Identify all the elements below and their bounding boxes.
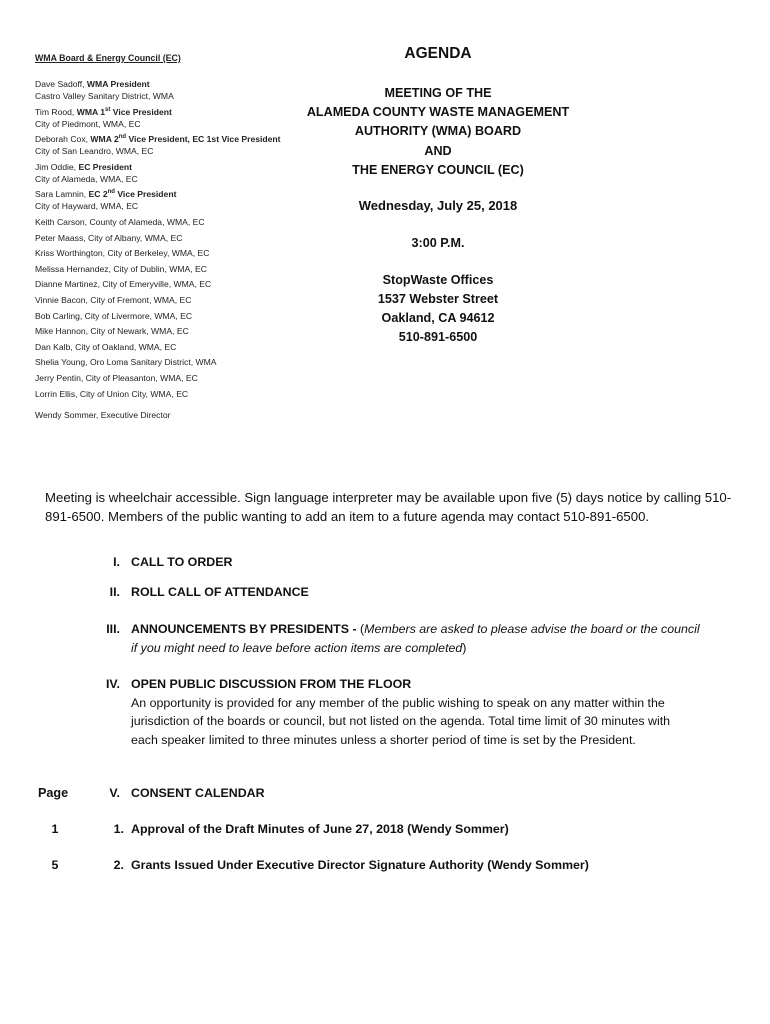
roster-member: Vinnie Bacon, City of Fremont, WMA, EC [35,294,192,305]
member-name: Sara Lamnin, [35,189,89,200]
meeting-title-line: AUTHORITY (WMA) BOARD [354,124,522,139]
role-text: Vice President, EC 1st Vice President [126,134,281,145]
roster-member: Jerry Pentin, City of Pleasanton, WMA, EC [35,372,198,383]
roster-member: Melissa Hernandez, City of Dublin, WMA, EC [35,263,207,274]
meeting-title-line: THE ENERGY COUNCIL (EC) [352,162,524,177]
item-numeral: III. [106,622,120,636]
item-title: CALL TO ORDER [131,555,233,569]
item-title: ROLL CALL OF ATTENDANCE [131,585,309,599]
member-affiliation: City of San Leandro, WMA, EC [35,146,154,157]
meeting-time: 3:00 P.M. [411,236,465,251]
roster-member: Mike Hannon, City of Newark, WMA, EC [35,326,189,337]
item-note: Members are asked to please advise the board or the council if you might need to leave before action items are completed [131,622,700,655]
role-ordinal: nd [118,134,127,141]
item-paren-close: ) [462,640,467,655]
item-numeral: II. [109,585,120,599]
member-role [90,134,280,144]
consent-item-number: 2. [113,858,124,872]
meeting-title-line: MEETING OF THE [384,86,492,100]
accessibility-notice: Meeting is wheelchair accessible. Sign language interpreter may be available upon five (5) days notice by calling 510-891-6500. Members of the public wanting to add an item to a future agenda may contact 510-891-6500. [45,490,732,524]
role-text: WMA 1 [76,106,106,117]
member-affiliation: City of Alameda, WMA, EC [35,173,138,184]
page-column-label: Page [38,786,69,800]
roster-member [35,161,305,185]
roster-member: Peter Maass, City of Albany, WMA, EC [35,232,183,243]
item-numeral: I. [113,555,120,569]
page-title: AGENDA [404,45,472,62]
consent-item-number: 1. [113,822,124,836]
meeting-date: Wednesday, July 25, 2018 [358,198,518,214]
roster-member: Kriss Worthington, City of Berkeley, WMA, EC [35,248,210,259]
executive-director: Wendy Sommer, Executive Director [35,409,171,420]
venue-name: StopWaste Offices [382,273,494,288]
agenda-item [80,675,700,749]
meeting-title-line: ALAMEDA COUNTY WASTE MANAGEMENT [306,105,570,120]
board-roster [35,52,305,421]
consent-item-text: Approval of the Draft Minutes of June 27, 2018 (Wendy Sommer) [131,822,509,836]
roster-member [35,106,305,130]
member-role: EC President [78,161,132,172]
item-title: ANNOUNCEMENTS BY PRESIDENTS - [131,622,361,636]
consent-item-text: Grants Issued Under Executive Director Signature Authority (Wendy Sommer) [131,858,589,872]
member-affiliation: City of Hayward, WMA, EC [35,201,139,212]
member-affiliation: City of Piedmont, WMA, EC [35,118,141,129]
roster-member: Lorrin Ellis, City of Union City, WMA, EC [35,388,189,399]
item-title: CONSENT CALENDAR [131,786,265,800]
member-role: WMA President [86,79,150,89]
role-text: Vice President [114,189,177,200]
role-ordinal: st [105,106,111,113]
member-name: Tim Rood, [35,106,77,117]
item-title: OPEN PUBLIC DISCUSSION FROM THE FLOOR [131,677,412,691]
item-numeral: V. [109,786,120,800]
member-role [89,189,177,199]
venue-phone: 510-891-6500 [398,330,478,345]
agenda-item [80,784,700,803]
member-role [77,107,172,117]
roster-member: Dianne Martinez, City of Emeryville, WMA, EC [35,279,212,290]
member-name: Jim Oddie, [35,161,79,172]
roster-heading: WMA Board & Energy Council (EC) [35,53,181,63]
roster-member [35,188,305,212]
consent-item-page: 1 [51,822,59,836]
item-numeral: IV. [105,677,120,691]
roster-member: Shelia Young, Oro Loma Sanitary District, WMA [35,357,217,368]
roster-member: Bob Carling, City of Livermore, WMA, EC [35,310,193,321]
member-name: Deborah Cox, [35,134,91,145]
meeting-title [288,84,588,180]
consent-item-page: 5 [51,858,59,872]
item-description: An opportunity is provided for any member of the public wishing to speak on any matter within the jurisdiction of the boards or council, but not listed on the agenda. Total time limit of 30 minutes with each speaker limited to three minutes unless a shorter period of time is set by the President. [131,695,671,747]
roster-member [35,133,305,157]
role-text: WMA 2 [90,134,119,145]
meeting-title-line: AND [424,143,452,158]
agenda-header [288,44,588,347]
role-text: EC 2 [88,189,108,200]
role-text: Vice President [110,106,172,117]
role-ordinal: nd [107,189,115,196]
meeting-venue [288,271,588,347]
roster-member: Dan Kalb, City of Oakland, WMA, EC [35,341,177,352]
member-name: Dave Sadoff, [35,79,87,89]
agenda-item [80,583,700,602]
roster-member: Keith Carson, County of Alameda, WMA, EC [35,216,205,227]
agenda-item [80,620,700,657]
roster-member [35,78,305,102]
member-affiliation: Castro Valley Sanitary District, WMA [35,91,174,101]
item-paren-open: ( [360,622,365,636]
venue-street: 1537 Webster Street [377,292,499,307]
venue-city: Oakland, CA 94612 [381,311,495,326]
agenda-item [80,553,700,572]
